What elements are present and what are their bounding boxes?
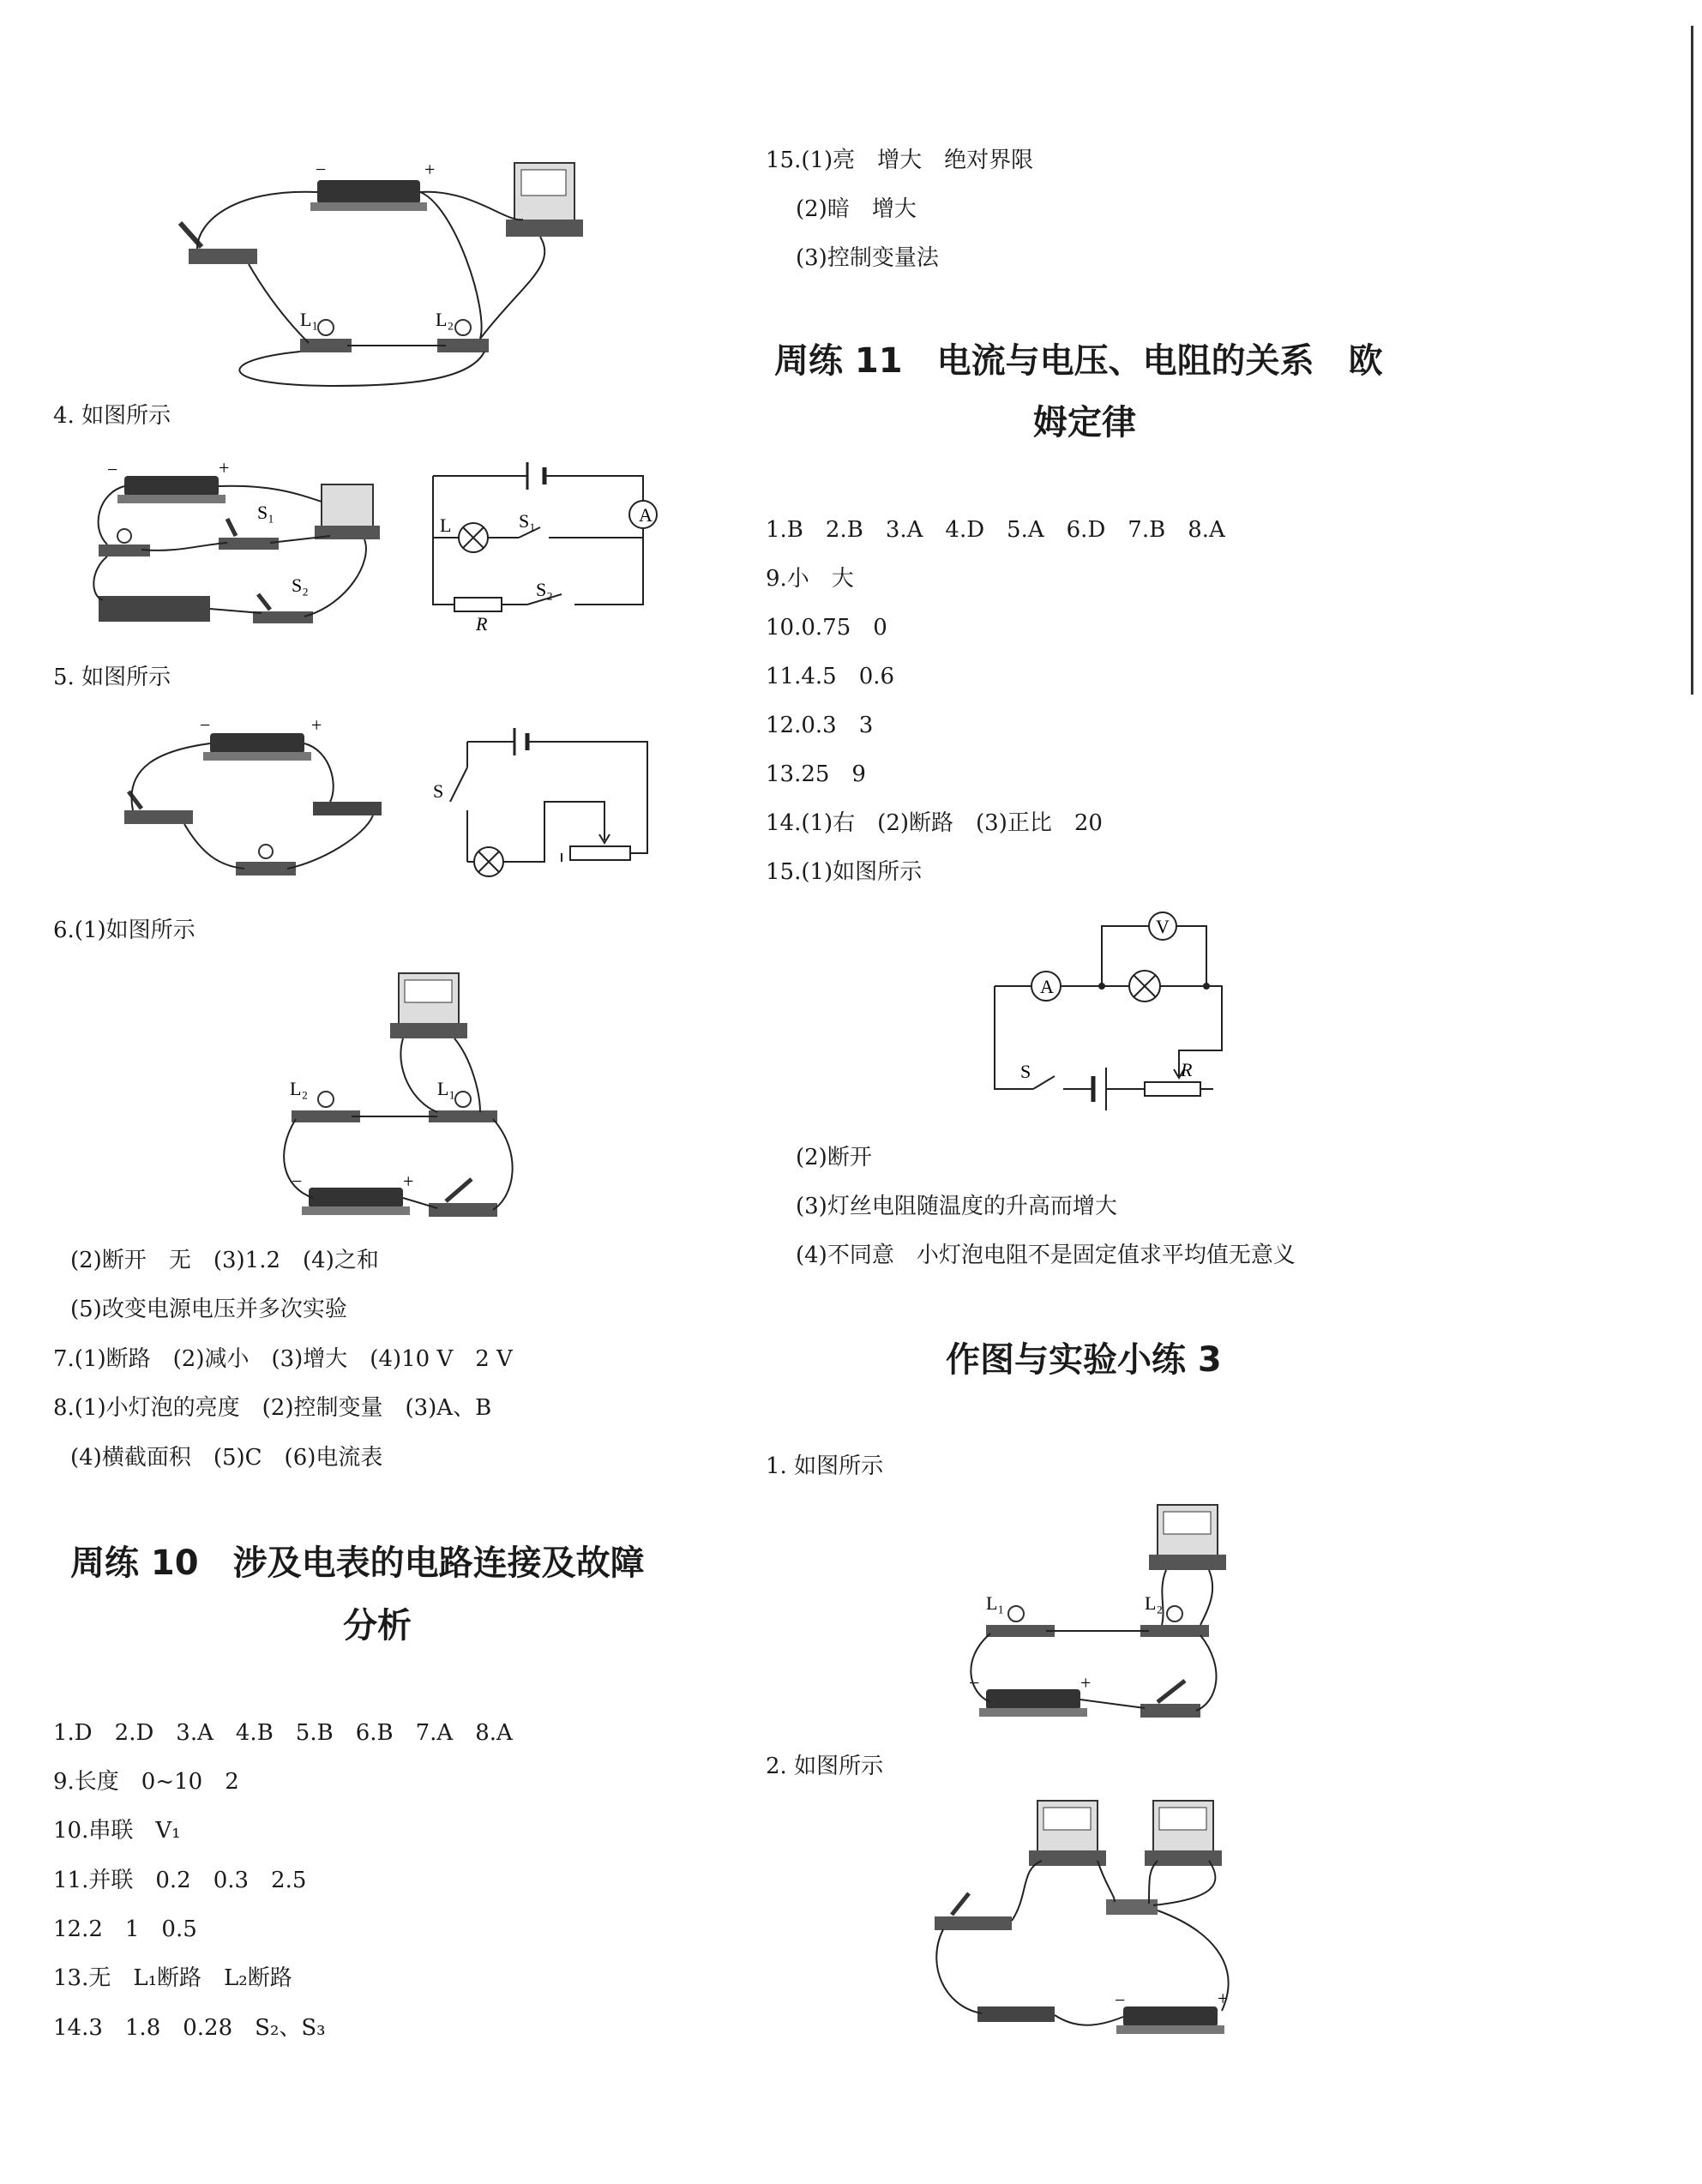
q4-ammeter-label: A [639, 504, 653, 526]
q5-battery-minus: − [200, 716, 211, 736]
figure-q5-schematic [433, 716, 665, 887]
s10-q11: 11.并联 0.2 0.3 2.5 [53, 1868, 307, 1893]
q6-battery-minus: − [292, 1170, 303, 1192]
p3q1-battery-minus: − [969, 1672, 980, 1694]
p3q1-l2-label: L₂ [1145, 1592, 1164, 1614]
s11-q15-2: (2)断开 [796, 1145, 872, 1170]
q15-2-line: (2)暗 增大 [796, 196, 917, 222]
section-11-title-line2: 姆定律 [1033, 403, 1136, 442]
s11-q10: 10.0.75 0 [766, 615, 887, 641]
q4-battery-minus: − [107, 459, 118, 480]
p3q2-battery-minus: − [1115, 1989, 1126, 2011]
s11-voltmeter-label: V [1156, 916, 1170, 937]
section-10-title-line2: 分析 [343, 1606, 412, 1646]
figure-q4-schematic [424, 459, 673, 647]
q15-3-line: (3)控制变量法 [796, 245, 939, 271]
s11-q9: 9.小 大 [766, 566, 854, 592]
s11-q15-1: 15.(1)如图所示 [766, 859, 923, 885]
battery-plus-label: + [424, 159, 436, 180]
s11-ammeter-label: A [1040, 976, 1054, 997]
p3q1-battery-plus: + [1080, 1672, 1092, 1694]
s11-q13: 13.25 9 [766, 761, 866, 787]
s11-q15-3: (3)灯丝电阻随温度的升高而增大 [796, 1194, 1117, 1219]
s11-q14: 14.(1)右 (2)断路 (3)正比 20 [766, 810, 1103, 836]
s10-q13: 13.无 L₁断路 L₂断路 [53, 1965, 292, 1991]
q8-4-line: (4)横截面积 (5)C (6)电流表 [70, 1445, 383, 1471]
q5-switch-label: S [433, 780, 444, 802]
p3q1-l1-label: L₁ [986, 1592, 1005, 1614]
s10-q14: 14.3 1.8 0.28 S₂、S₃ [53, 2015, 326, 2041]
s10-q12: 12.2 1 0.5 [53, 1916, 197, 1942]
figure-q5-physical [107, 716, 424, 887]
s10-q9: 9.长度 0~10 2 [53, 1769, 239, 1795]
s11-switch-label: S [1020, 1061, 1031, 1082]
s11-q11: 11.4.5 0.6 [766, 664, 895, 689]
q4-label: 4. 如图所示 [53, 403, 171, 429]
p3q2-battery-plus: + [1218, 1988, 1229, 2009]
p3-q1-label: 1. 如图所示 [766, 1453, 884, 1479]
figure-s11-q15-schematic [982, 905, 1230, 1128]
figure-p3-q1-physical [960, 1496, 1226, 1736]
q6-2-line: (2)断开 无 (3)1.2 (4)之和 [70, 1248, 379, 1273]
s11-q12: 12.0.3 3 [766, 713, 874, 738]
q4-s2-label: S₂ [292, 575, 309, 596]
section-10-title-line1: 周练 10 涉及电表的电路连接及故障 [70, 1543, 645, 1583]
q6-1-label: 6.(1)如图所示 [53, 918, 195, 943]
q7-line: 7.(1)断路 (2)减小 (3)增大 (4)10 V 2 V [53, 1346, 513, 1372]
figure-q4-physical [90, 459, 399, 639]
q4-battery-plus: + [219, 459, 230, 478]
q15-1-line: 15.(1)亮 增大 绝对界限 [766, 147, 1034, 173]
q5-battery-plus: + [311, 716, 322, 736]
lamp-l1-label: L₁ [300, 309, 319, 330]
battery-minus-label: − [316, 159, 327, 180]
p3-q2-label: 2. 如图所示 [766, 1754, 884, 1779]
lamp-l2-label: L₂ [436, 309, 454, 330]
q4-resistor-label: R [476, 613, 488, 635]
q4-s1-label: S₁ [257, 502, 274, 523]
s10-q10: 10.串联 V₁ [53, 1818, 181, 1844]
figure-circuit-top-left [163, 137, 643, 394]
q4-sch-s2-label: S₂ [536, 579, 553, 600]
s11-q15-4: (4)不同意 小灯泡电阻不是固定值求平均值无意义 [796, 1242, 1296, 1268]
page-edge-mark [1691, 26, 1693, 695]
q6-5-line: (5)改变电源电压并多次实验 [70, 1297, 347, 1322]
figure-q6-physical [274, 965, 523, 1239]
q6-battery-plus: + [403, 1170, 414, 1192]
q5-label: 5. 如图所示 [53, 665, 171, 690]
s10-q1-8: 1.D 2.D 3.A 4.B 5.B 6.B 7.A 8.A [53, 1720, 513, 1746]
figure-p3-q2-physical [935, 1792, 1252, 2049]
section-11-title-line1: 周练 11 电流与电压、电阻的关系 欧 [774, 341, 1383, 381]
q4-lamp-label: L [440, 514, 452, 536]
s11-q1-8: 1.B 2.B 3.A 4.D 5.A 6.D 7.B 8.A [766, 517, 1225, 543]
q4-sch-s1-label: S₁ [519, 510, 536, 532]
section-practice3-title: 作图与实验小练 3 [946, 1340, 1222, 1380]
q6-l2-label: L₂ [290, 1078, 309, 1099]
s11-resistor-label: R [1181, 1059, 1193, 1080]
q8-1-line: 8.(1)小灯泡的亮度 (2)控制变量 (3)A、B [53, 1395, 492, 1421]
q6-l1-label: L₁ [437, 1078, 456, 1099]
